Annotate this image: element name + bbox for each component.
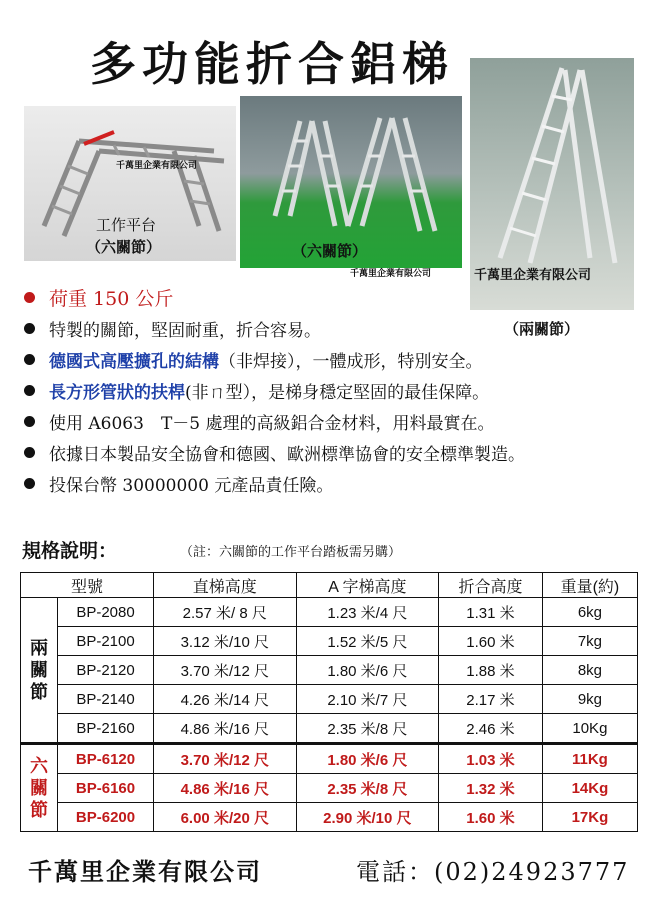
feature-rail <box>24 375 644 406</box>
feature-text: 荷重 150 公斤 <box>49 288 174 310</box>
cell-a-frame: 1.52 米/5 尺 <box>296 627 439 656</box>
feature-material <box>24 406 644 437</box>
feature-text: 使用 A6063 T－5 處理的高級鋁合金材料，用料最實在。 <box>49 414 495 434</box>
feature-highlight: 長方形管狀的扶桿 <box>49 383 185 403</box>
cell-a-frame: 1.80 米/6 尺 <box>296 656 439 685</box>
cell-model: BP-2120 <box>58 656 154 685</box>
feature-text: （非焊接），一體成形，特別安全。 <box>219 352 483 372</box>
feature-list <box>24 282 644 499</box>
feature-text: 投保台幣 30000000 元產品責任險。 <box>49 476 334 496</box>
cell-weight: 14Kg <box>542 774 637 803</box>
cell-model: BP-6120 <box>58 744 154 774</box>
feature-text: 特製的關節，堅固耐重，折合容易。 <box>49 321 321 341</box>
spec-table <box>20 572 638 832</box>
cell-folded: 2.17 米 <box>439 685 543 714</box>
feature-text: 依據日本製品安全協會和德國、歐洲標準協會的安全標準製造。 <box>49 445 525 465</box>
cell-straight: 4.86 米/16 尺 <box>154 714 297 744</box>
feature-insurance <box>24 468 644 499</box>
six-joint-ladder-photo <box>240 96 462 279</box>
footer-company: 千萬里企業有限公司 <box>28 857 262 886</box>
cell-model: BP-2080 <box>58 598 154 627</box>
cell-model: BP-6160 <box>58 774 154 803</box>
work-platform-photo <box>24 106 236 261</box>
photo-company-label-2: 千萬里企業有限公司 <box>350 269 432 279</box>
photo-caption-six-joint: （六關節） <box>86 238 162 256</box>
cell-weight: 8kg <box>542 656 637 685</box>
cell-a-frame: 2.90 米/10 尺 <box>296 803 439 832</box>
cell-folded: 2.46 米 <box>439 714 543 744</box>
feature-text: (非ㄇ型），是梯身穩定堅固的最佳保障。 <box>185 383 490 403</box>
photo-caption-six-joint-2: （六關節） <box>292 242 368 260</box>
col-header-straight: 直梯高度 <box>154 573 297 598</box>
spec-note: （註：六關節的工作平台踏板需另購） <box>180 545 402 560</box>
cell-straight: 6.00 米/20 尺 <box>154 803 297 832</box>
table-row <box>21 627 638 656</box>
cell-a-frame: 1.23 米/4 尺 <box>296 598 439 627</box>
cell-folded: 1.32 米 <box>439 774 543 803</box>
photo-company-label: 千萬里企業有限公司 <box>116 161 198 171</box>
table-header-row <box>21 573 638 598</box>
table-row <box>21 714 638 744</box>
cell-a-frame: 2.10 米/7 尺 <box>296 685 439 714</box>
table-row <box>21 598 638 627</box>
photo-caption-platform: 工作平台 <box>96 216 157 234</box>
group-label-six-joint: 六 關 節 <box>21 744 58 832</box>
cell-weight: 7kg <box>542 627 637 656</box>
col-header-a-frame: A 字梯高度 <box>296 573 439 598</box>
photo-company-label-3: 千萬里企業有限公司 <box>474 268 592 283</box>
photo-caption-two-joint: （兩關節） <box>504 320 580 338</box>
cell-weight: 6kg <box>542 598 637 627</box>
cell-model: BP-2100 <box>58 627 154 656</box>
col-header-model: 型號 <box>21 573 154 598</box>
cell-weight: 17Kg <box>542 803 637 832</box>
col-header-folded: 折合高度 <box>439 573 543 598</box>
bullet-icon <box>24 292 35 303</box>
group-label-two-joint: 兩 關 節 <box>21 598 58 744</box>
footer-phone: 電話：(02)24923777 <box>356 858 630 886</box>
table-row <box>21 744 638 774</box>
cell-weight: 11Kg <box>542 744 637 774</box>
table-row <box>21 803 638 832</box>
cell-folded: 1.31 米 <box>439 598 543 627</box>
cell-a-frame: 2.35 米/8 尺 <box>296 714 439 744</box>
cell-a-frame: 1.80 米/6 尺 <box>296 744 439 774</box>
feature-standard <box>24 437 644 468</box>
cell-straight: 4.86 米/16 尺 <box>154 774 297 803</box>
bullet-icon <box>24 447 35 458</box>
bullet-icon <box>24 354 35 365</box>
feature-joint <box>24 313 644 344</box>
cell-model: BP-2140 <box>58 685 154 714</box>
cell-folded: 1.60 米 <box>439 627 543 656</box>
page-title: 多功能折合鋁梯 <box>90 37 454 91</box>
bullet-icon <box>24 323 35 334</box>
cell-folded: 1.60 米 <box>439 803 543 832</box>
feature-highlight: 德國式高壓擴孔的結構 <box>49 352 219 372</box>
cell-straight: 3.70 米/12 尺 <box>154 656 297 685</box>
cell-straight: 3.70 米/12 尺 <box>154 744 297 774</box>
cell-model: BP-6200 <box>58 803 154 832</box>
bullet-icon <box>24 385 35 396</box>
cell-weight: 9kg <box>542 685 637 714</box>
table-row <box>21 656 638 685</box>
table-row <box>21 685 638 714</box>
cell-model: BP-2160 <box>58 714 154 744</box>
table-row <box>21 774 638 803</box>
cell-a-frame: 2.35 米/8 尺 <box>296 774 439 803</box>
cell-straight: 2.57 米/ 8 尺 <box>154 598 297 627</box>
cell-straight: 3.12 米/10 尺 <box>154 627 297 656</box>
spec-heading: 規格說明： <box>22 540 118 562</box>
bullet-icon <box>24 416 35 427</box>
col-header-weight: 重量(約) <box>542 573 637 598</box>
cell-weight: 10Kg <box>542 714 637 744</box>
cell-folded: 1.03 米 <box>439 744 543 774</box>
cell-straight: 4.26 米/14 尺 <box>154 685 297 714</box>
cell-folded: 1.88 米 <box>439 656 543 685</box>
two-joint-ladder-photo <box>470 58 634 310</box>
feature-structure <box>24 344 644 375</box>
bullet-icon <box>24 478 35 489</box>
feature-load <box>24 282 644 313</box>
